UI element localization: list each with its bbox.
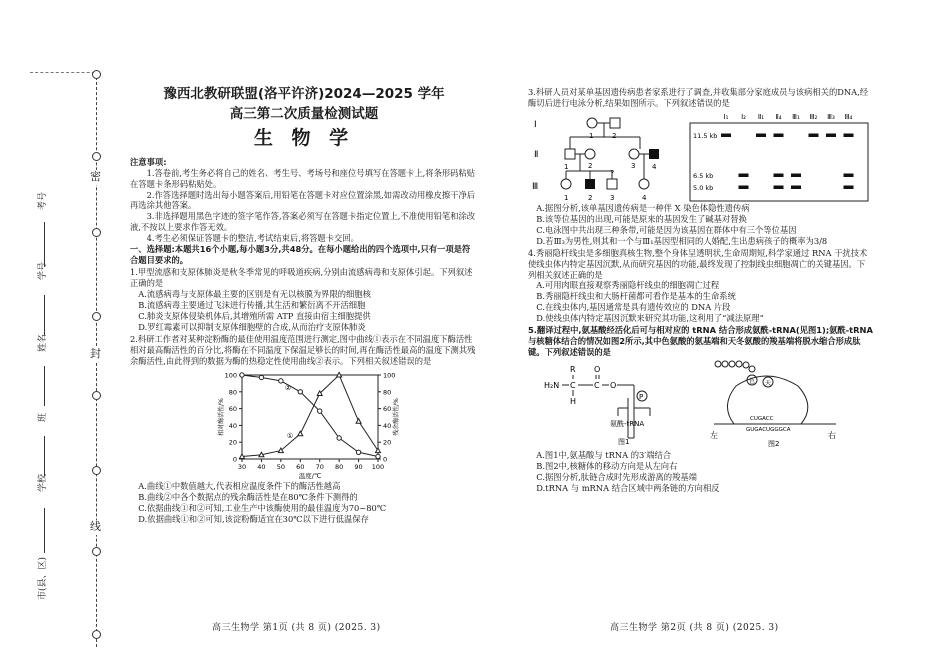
gel-band <box>844 185 854 189</box>
binding-hole <box>92 70 101 79</box>
pedigree-diagram <box>528 109 668 203</box>
y2-tick-label: 20 <box>383 438 392 447</box>
enzyme-activity-chart <box>130 367 478 479</box>
blank-line <box>44 508 45 553</box>
lane-label: Ⅲ₂ <box>809 112 818 121</box>
gel-band <box>809 133 819 137</box>
lane-label: Ⅲ₃ <box>827 112 835 121</box>
ped-num: 4 <box>652 162 657 171</box>
ester-o: O <box>610 381 617 390</box>
series-line <box>242 375 378 456</box>
trp-label: 色 <box>749 378 756 385</box>
question-3-stem: 3.科研人员对某单基因遗传病患者家系进行了调查,并收集部分家庭成员与该病相关的DNA,经酶切后进行电泳分析,结果如图所示。下列叙述错误的是 <box>528 87 869 108</box>
data-point <box>337 372 342 377</box>
gel-band <box>791 173 801 177</box>
option: A.曲线①中数值越大,代表相应温度条件下的酶活性越高 <box>138 481 341 492</box>
line-mark: 线 <box>90 520 101 533</box>
unknown-mark: ? <box>610 168 615 178</box>
band-size-label: 6.5 kb <box>693 171 714 180</box>
data-point <box>259 375 263 379</box>
option: D.tRNA 与 mRNA 结合区域中两条链的方向相反 <box>536 482 720 493</box>
series-label: ① <box>286 431 294 440</box>
option: D.依据曲线①和②可知,该淀粉酶适宜在30℃以下进行低温保存 <box>138 514 369 525</box>
notice-item: 1.答卷前,考生务必将自己的姓名、考生号、考场号和座位号填写在答题卡上,将条形码粘贴在答题卡条形码粘贴处。 <box>130 167 476 189</box>
carbonyl-o: O <box>594 365 601 374</box>
fig2-caption: 图2 <box>768 440 780 448</box>
subject-title: 生 物 学 <box>253 126 355 149</box>
option: A.据图分析,该单基因遗传病是一种伴 X 染色体隐性遗传病 <box>536 202 750 213</box>
gel-band <box>826 133 836 137</box>
option: C.依据曲线①和②可知,工业生产中该酶使用的最佳温度为70~80℃ <box>138 503 387 514</box>
option: B.该等位基因的出现,可能是原来的基因发生了碱基对替换 <box>536 213 747 224</box>
alpha-carbon: C <box>570 381 576 390</box>
option: B.曲线②中各个数据点的残余酶活性是在80℃条件下测得的 <box>138 492 358 503</box>
gel-band <box>774 185 784 189</box>
lane-label: Ⅱ₁ <box>757 112 765 121</box>
ped-num: 3 <box>610 193 615 202</box>
lane-label: Ⅰ₂ <box>741 112 746 121</box>
left-label: 左 <box>710 431 718 440</box>
fig1-caption: 图1 <box>618 438 630 446</box>
x-tick-label: 50 <box>276 462 285 471</box>
binding-hole <box>92 630 101 639</box>
binding-margin <box>0 0 110 672</box>
option: B.图2中,核糖体的移动方向是从左向右 <box>536 460 678 471</box>
gen-label: Ⅲ <box>532 181 539 192</box>
y2-tick-label: 40 <box>383 421 392 430</box>
y-tick-label: 60 <box>228 404 237 413</box>
h2n-label: H₂N <box>544 381 560 390</box>
exam-subtitle: 高三第二次质量检测试题 <box>229 105 379 122</box>
question-5-stem: 5.翻译过程中,氨基酸经活化后可与相对应的 tRNA 结合形成氨酰-tRNA(见图1);氨酰-tRNA 与核糖体结合的情况如图2所示,其中色氨酸的氨基端和天冬氨酸的羧基端将脱水缩合形成肽键。下列叙述错误的是 <box>528 325 873 358</box>
series-label: ② <box>284 383 292 392</box>
q5-figures <box>528 358 873 450</box>
binding-hole <box>92 312 101 321</box>
ped-num: 2 <box>588 161 593 170</box>
gel-band <box>739 185 749 189</box>
question-1-stem: 1.甲型流感和支原体肺炎是秋冬季常见的呼吸道疾病,分别由流感病毒和支原体引起。下列叙述正确的是 <box>130 267 473 289</box>
binding-hole <box>92 391 101 400</box>
cut-mark: 封 <box>90 347 101 360</box>
gel-band <box>844 173 854 177</box>
data-point <box>240 372 244 376</box>
option: C.电泳图中共出现三种条带,可能是因为该基因在群体中有三个等位基因 <box>536 224 797 235</box>
r-group: R <box>570 365 576 374</box>
ped-num: 1 <box>589 131 594 140</box>
y-tick-label: 0 <box>232 455 237 464</box>
ped-num: 3 <box>631 161 636 170</box>
plot-frame <box>242 375 378 459</box>
y2-tick-label: 0 <box>383 455 388 464</box>
blank-line <box>44 295 45 335</box>
notice-item: 3.非选择题用黑色字迹的签字笔作答,答案必须写在答题卡指定位置上,不准使用铅笔和涂改液,不按以上要求作答无效。 <box>130 211 476 233</box>
data-point <box>337 435 341 439</box>
option: C.在线虫体内,基因通常是具有遗传效应的 DNA 片段 <box>536 302 731 313</box>
option: A.图1中,氨基酸与 tRNA 的3′端结合 <box>536 450 672 460</box>
question-4-stem: 4.秀丽隐杆线虫是多细胞真核生物,整个身体呈透明状,生命周期短,科学家通过 RNA 干扰技术使线虫体内特定基因沉默,从而研究基因的功能,最终发现了控制线虫细胞凋亡的关键基因。下列相关叙述正确的是 <box>528 247 868 280</box>
ped-num: 1 <box>564 193 569 202</box>
option: A.流感病毒与支原体最主要的区别是有无以核膜为界限的细胞核 <box>138 288 371 299</box>
y-tick-label: 40 <box>228 421 237 430</box>
y2-tick-label: 60 <box>383 404 392 413</box>
y-tick-label: 100 <box>224 371 237 380</box>
gel-band <box>756 133 766 137</box>
exam-title: 豫西北教研联盟(洛平许济)2024—2025 学年 <box>163 86 445 102</box>
option: B.流感病毒主要通过飞沫进行传播,其生活和繁衍离不开活细胞 <box>138 299 366 310</box>
x-tick-label: 100 <box>371 462 385 471</box>
gen-label: Ⅱ <box>534 149 539 160</box>
y2-tick-label: 100 <box>383 371 396 380</box>
field-exam-no: 考号 <box>38 191 48 210</box>
option: D.使线虫体内特定基因沉默来研究其功能,这利用了“减法原理” <box>536 313 764 324</box>
gen-label: Ⅰ <box>534 119 537 130</box>
ribosome-figure <box>706 358 856 450</box>
data-point <box>298 389 302 393</box>
seal-mark: 密 <box>90 170 101 183</box>
ped-num: 2 <box>588 193 593 202</box>
section-title: 一、选择题:本题共16个小题,每小题3分,共48分。在每小题给出的四个选项中,只有一项是符合题目要求的。 <box>130 244 471 266</box>
field-name: 姓名 <box>38 333 48 352</box>
gel-band <box>774 133 784 137</box>
gel-band <box>739 173 749 177</box>
page-1-footer: 高三生物学 第1页 (共 8 页) (2025. 3) <box>212 623 381 633</box>
option: C.肺炎支原体侵染机体后,其增殖所需 ATP 直接由宿主细胞提供 <box>138 310 371 321</box>
mrna-label: GUGACUGGGCA <box>746 427 791 433</box>
option: C.据图分析,肽链合成时先形成游离的羧基端 <box>536 471 697 482</box>
x-tick-label: 70 <box>315 462 324 471</box>
field-school: 学校 <box>38 473 48 492</box>
right-label: 右 <box>828 431 836 440</box>
asp-label: 天 <box>765 380 772 387</box>
lane-label: Ⅲ₄ <box>844 112 853 121</box>
h-atom: H <box>570 397 577 406</box>
binding-hole <box>92 547 101 556</box>
data-point <box>259 452 264 457</box>
data-point <box>356 418 361 423</box>
carbonyl-c: C <box>594 381 600 390</box>
blank-line <box>44 222 45 267</box>
q3-figures <box>528 109 873 203</box>
option: D.罗红霉素可以抑制支原体细胞壁的合成,从而治疗支原体肺炎 <box>138 321 366 332</box>
option: A.可用肉眼直接观察秀丽隐杆线虫的细胞凋亡过程 <box>536 280 720 291</box>
phosphate-p: P <box>639 393 644 401</box>
ped-num: 2 <box>612 131 617 140</box>
ped-num: 4 <box>642 193 647 202</box>
x-tick-label: 80 <box>335 462 344 471</box>
page-2 <box>528 86 873 494</box>
data-point <box>318 408 322 412</box>
option: B.秀丽隐杆线虫和大肠杆菌都可看作是基本的生命系统 <box>536 291 736 302</box>
lane-label: Ⅲ₁ <box>792 112 800 121</box>
notice-item: 4.考生必须保证答题卡的整洁,考试结束后,将答题卡交回。 <box>146 233 359 244</box>
data-point <box>240 453 245 458</box>
x-tick-label: 90 <box>354 462 363 471</box>
binding-hole <box>92 152 101 161</box>
x-axis-label: 温度/℃ <box>298 471 322 479</box>
lane-label: Ⅰ₁ <box>723 112 729 121</box>
page-1 <box>130 80 478 525</box>
data-point <box>298 431 303 436</box>
aminoacyl-trna-figure <box>538 358 673 450</box>
binding-dash <box>30 72 100 73</box>
band-size-label: 11.5 kb <box>693 131 718 140</box>
question-2-stem: 2.科研工作者对某种淀粉酶的最佳使用温度范围进行测定,图中曲线①表示在不同温度下酶活性相对最高酶活性的百分比,将酶在不同温度下保温足够长的时间,再在酶活性最高的温度下测其残余酶活性,由此得到的数据为酶的热稳定性使用曲线②表示。下列相关叙述错误的是 <box>130 333 476 366</box>
gel-band <box>774 173 784 177</box>
y-tick-label: 80 <box>228 387 237 396</box>
ped-num: 1 <box>564 162 569 171</box>
field-class: 班 <box>38 412 48 422</box>
gel-band <box>844 133 854 137</box>
y-axis-label: 相对酶活性/% <box>218 397 225 436</box>
gel-band <box>721 133 731 137</box>
page-2-footer: 高三生物学 第2页 (共 8 页) (2025. 3) <box>610 623 779 633</box>
option: D.若Ⅲ₃为男性,则其和一个与Ⅲ₁基因型相同的人婚配,生出患病孩子的概率为3/8 <box>536 235 828 246</box>
series-line <box>242 375 378 456</box>
notice-heading: 注意事项: <box>130 156 167 167</box>
notice-item: 2.作答选择题时选出每小题答案后,用铅笔在答题卡对应位置涂黑,如需改动用橡皮擦干净后再选涂其他答案。 <box>130 189 476 211</box>
field-county: 市(县、区) <box>38 556 48 600</box>
data-point <box>279 378 283 382</box>
blank-line <box>44 366 45 406</box>
y-tick-label: 20 <box>228 438 237 447</box>
x-tick-label: 30 <box>237 462 247 471</box>
x-tick-label: 60 <box>296 462 305 471</box>
y2-axis-label: 残余酶活性/% <box>393 397 400 436</box>
gel-band <box>791 185 801 189</box>
band-size-label: 5.0 kb <box>693 183 714 192</box>
electrophoresis-gel <box>686 109 871 203</box>
y2-tick-label: 80 <box>383 387 392 396</box>
binding-hole <box>92 228 101 237</box>
lane-label: Ⅱ₄ <box>775 112 782 121</box>
blank-line <box>44 436 45 476</box>
x-tick-label: 40 <box>257 462 266 471</box>
data-point <box>376 454 380 458</box>
fig1-caption-trna: 氨酰-tRNA <box>610 420 645 428</box>
data-point <box>356 450 360 454</box>
anticodon-label: CUGACC <box>750 416 774 422</box>
field-student-id: 学号 <box>38 261 48 280</box>
binding-hole <box>92 466 101 475</box>
